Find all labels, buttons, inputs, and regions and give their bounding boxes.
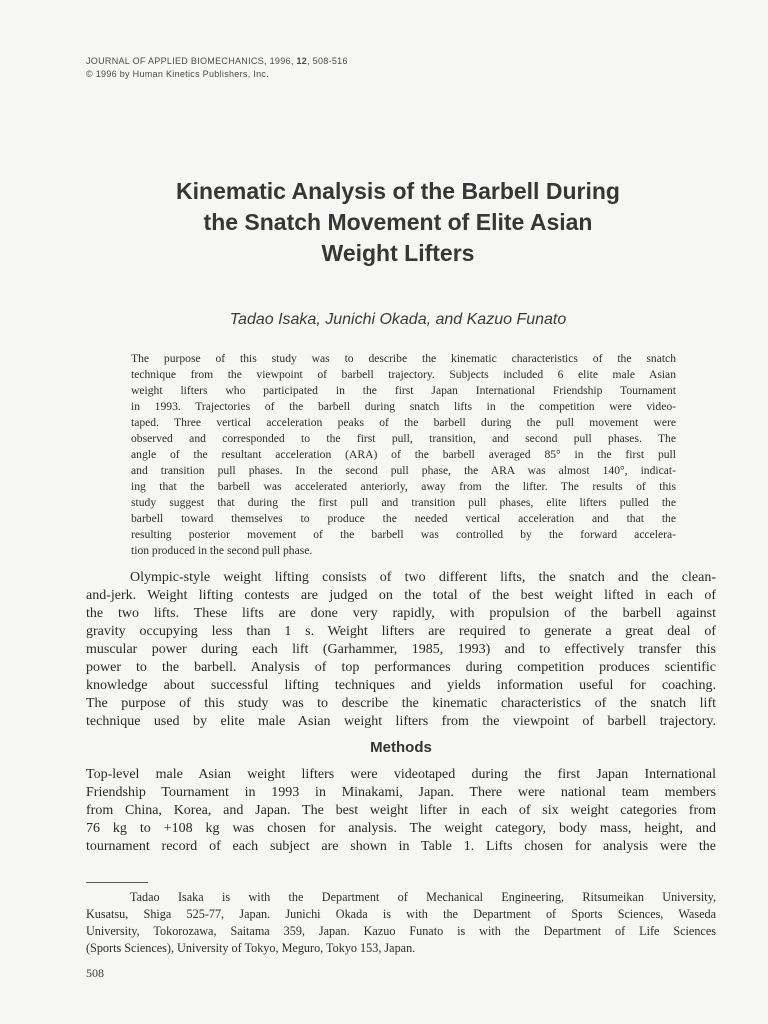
abstract-line: and transition pull phases. In the second pull phase, the ARA was almost 140°, indicat-: [131, 464, 676, 477]
author-affiliations-footnote: [86, 889, 716, 957]
footnote-line: Kusatsu, Shiga 525-77, Japan. Junichi Okada is with the Department of Sports Sciences, Waseda: [86, 907, 716, 921]
abstract-line: ing that the barbell was accelerated anteriorly, away from the lifter. The results of this: [131, 480, 676, 493]
abstract-line: in 1993. Trajectories of the barbell during snatch lifts in the competition were video-: [131, 400, 676, 413]
article-title: [60, 176, 736, 269]
journal-citation: [86, 55, 348, 68]
title-line: Kinematic Analysis of the Barbell During: [176, 178, 620, 204]
body-line: tournament record of each subject are shown in Table 1. Lifts chosen for analysis were the: [86, 839, 716, 854]
journal-copyright: © 1996 by Human Kinetics Publishers, Inc.: [86, 69, 270, 79]
body-line: 76 kg to +108 kg was chosen for analysis. The weight category, body mass, height, and: [86, 821, 716, 836]
footnote-divider: [86, 882, 148, 883]
abstract-line: tion produced in the second pull phase.: [131, 544, 313, 557]
body-line: muscular power during each lift (Garhammer, 1985, 1993) and to effectively transfer this: [86, 642, 716, 657]
footnote-line: (Sports Sciences), University of Tokyo, Meguro, Tokyo 153, Japan.: [86, 941, 416, 955]
body-line: the two lifts. These lifts are done very rapidly, with propulsion of the barbell against: [86, 606, 716, 621]
page-number: 508: [86, 966, 104, 980]
introduction-paragraph: [86, 569, 716, 731]
abstract-line: The purpose of this study was to describe the kinematic characteristics of the snatch: [131, 352, 676, 365]
body-line: gravity occupying less than 1 s. Weight lifters are required to generate a great deal of: [86, 624, 716, 639]
abstract-line: angle of the resultant acceleration (ARA) of the barbell averaged 85° in the first pull: [131, 448, 676, 461]
abstract-line: resulting posterior movement of the barbell was controlled by the forward accelera-: [131, 528, 676, 541]
abstract-line: weight lifters who participated in the first Japan International Friendship Tournament: [131, 384, 676, 397]
body-line: knowledge about successful lifting techniques and yields information useful for coaching.: [86, 678, 716, 693]
abstract-line: technique from the viewpoint of barbell trajectory. Subjects included 6 elite male Asian: [131, 368, 676, 381]
footnote-line: University, Tokorozawa, Saitama 359, Japan. Kazuo Funato is with the Department of Life Sciences: [86, 924, 716, 938]
body-line: Friendship Tournament in 1993 in Minakami, Japan. There were national team members: [86, 785, 716, 800]
abstract-line: observed and corresponded to the first pull, transition, and second pull phases. The: [131, 432, 676, 445]
body-line: Top-level male Asian weight lifters were videotaped during the first Japan International: [86, 767, 716, 782]
article-authors: Tadao Isaka, Junichi Okada, and Kazuo Funato: [229, 311, 567, 328]
journal-pages: , 508-516: [307, 56, 348, 66]
methods-heading: Methods: [370, 739, 432, 756]
footnote-line: Tadao Isaka is with the Department of Mechanical Engineering, Ritsumeikan University,: [130, 890, 716, 904]
body-line: power to the barbell. Analysis of top performances during competition produces scientific: [86, 660, 716, 675]
body-line: Olympic-style weight lifting consists of two different lifts, the snatch and the clean-: [130, 570, 716, 585]
abstract-line: taped. Three vertical acceleration peaks of the barbell during the pull movement were: [131, 416, 676, 429]
abstract: [131, 351, 676, 559]
title-line: Weight Lifters: [321, 240, 475, 266]
abstract-line: study suggest that during the first pull and transition pull phases, elite lifters pulled the: [131, 496, 676, 509]
journal-header: [86, 55, 348, 81]
body-line: from China, Korea, and Japan. The best weight lifter in each of six weight categories from: [86, 803, 716, 818]
body-line: and-jerk. Weight lifting contests are judged on the total of the best weight lifted in each of: [86, 588, 716, 603]
journal-volume: 12: [296, 56, 308, 66]
body-line: technique used by elite male Asian weight lifters from the viewpoint of barbell trajectory.: [86, 714, 716, 729]
body-line: The purpose of this study was to describe the kinematic characteristics of the snatch lift: [86, 696, 716, 711]
journal-name: JOURNAL OF APPLIED BIOMECHANICS, 1996,: [86, 56, 297, 66]
abstract-line: barbell toward themselves to produce the needed vertical acceleration and that the: [131, 512, 676, 525]
methods-paragraph: [86, 766, 716, 856]
title-line: the Snatch Movement of Elite Asian: [203, 209, 593, 235]
